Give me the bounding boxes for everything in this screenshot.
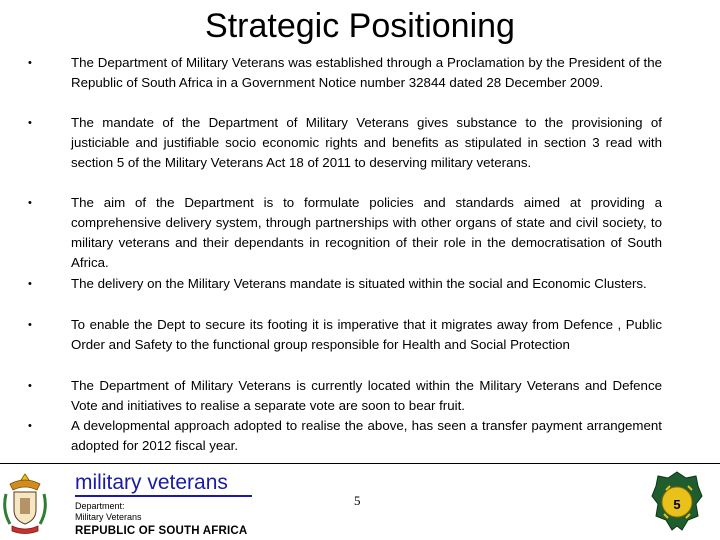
coat-of-arms-icon bbox=[0, 470, 50, 538]
bullet-item bbox=[24, 113, 662, 193]
bullet-text: The aim of the Department is to formulate policies and standards aimed at providing a comprehensive delivery system, through partnerships with other organs of state and civil society, to military veterans and their dependants in recognition of their role in the democratisation of South Africa. bbox=[71, 195, 662, 270]
bullet-text: The mandate of the Department of Military Veterans gives substance to the provisioning of justiciable and justifiable socio economic rights and benefits as stipulated in section 3 read with section 5 of the Military Veterans Act 18 of 2011 to deserving military veterans. bbox=[71, 115, 662, 170]
bullet-text: The delivery on the Military Veterans mandate is situated within the social and Economic Clusters. bbox=[71, 276, 647, 291]
bullet-text: The Department of Military Veterans is currently located within the Military Veterans and Defence Vote and initiatives to realise a separate vote are soon to bear fruit. bbox=[71, 378, 662, 413]
bullet-text: The Department of Military Veterans was established through a Proclamation by the President of the Republic of South Africa in a Government Notice number 32844 dated 28 December 2009. bbox=[71, 55, 662, 90]
bullet-text: To enable the Dept to secure its footing it is imperative that it migrates away from Defence , Public Order and Safety to the functional group responsible for Health and Social Protection bbox=[71, 317, 662, 352]
bullet-marker: • bbox=[28, 57, 32, 69]
bullet-item bbox=[24, 193, 662, 274]
bullet-item bbox=[24, 315, 662, 376]
footer-divider bbox=[0, 463, 720, 464]
bullet-marker: • bbox=[28, 319, 32, 331]
bullet-marker: • bbox=[28, 117, 32, 129]
bullet-marker: • bbox=[28, 278, 32, 290]
department-line: Department: bbox=[75, 501, 125, 511]
bullet-item bbox=[24, 53, 662, 113]
slide-title: Strategic Positioning bbox=[205, 7, 515, 45]
emblem-page-number: 5 bbox=[673, 497, 681, 512]
bullet-text: A developmental approach adopted to realise the above, has seen a transfer payment arrangement adopted for 2012 fiscal year. bbox=[71, 418, 662, 453]
department-name-line: Military Veterans bbox=[75, 512, 142, 522]
department-label bbox=[75, 501, 142, 523]
bullet-item bbox=[24, 274, 662, 315]
bullet-list bbox=[24, 53, 662, 456]
bullet-marker: • bbox=[28, 420, 32, 432]
bullet-item bbox=[24, 416, 662, 456]
bullet-marker: • bbox=[28, 197, 32, 209]
page-number: 5 bbox=[354, 493, 361, 508]
brand-name: military veterans bbox=[75, 471, 252, 497]
republic-label: REPUBLIC OF SOUTH AFRICA bbox=[75, 525, 248, 537]
bullet-marker: • bbox=[28, 380, 32, 392]
bullet-item bbox=[24, 376, 662, 416]
